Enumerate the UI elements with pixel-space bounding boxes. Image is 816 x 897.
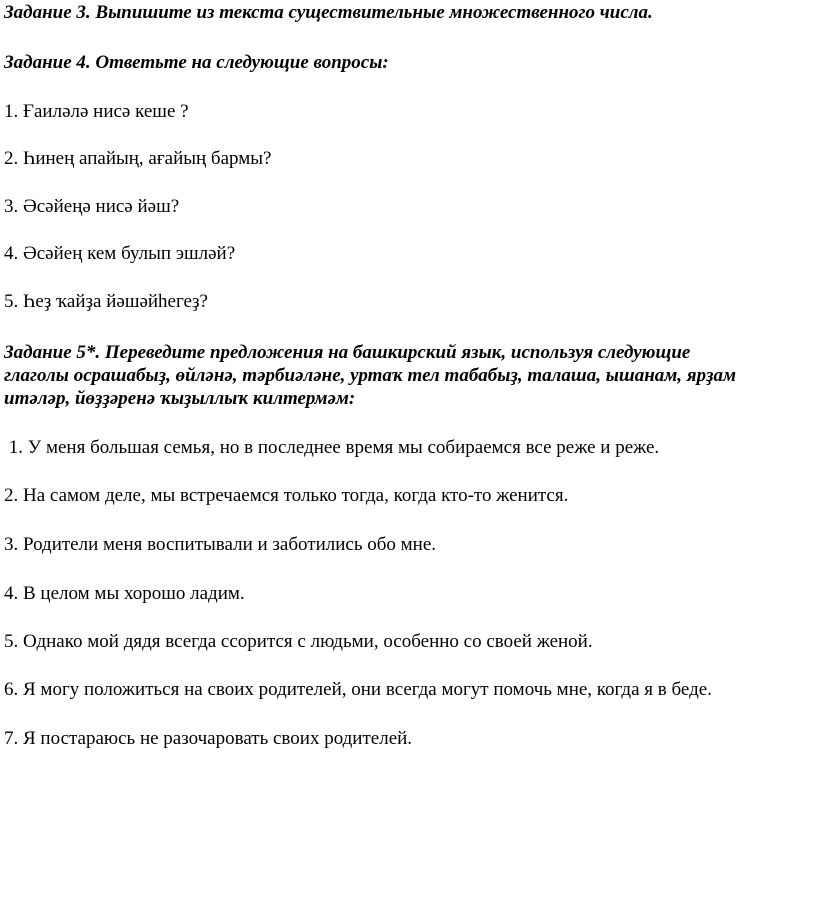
task5-title-line-2: глаголы осрашабыҙ, өйләнә, тәрбиәләне, уртаҡ тел табабыҙ, талаша, ышанам, ярҙам	[4, 365, 737, 386]
task5-sentence-2: 2. На самом деле, мы встречаемся только тогда, когда кто-то женится.	[4, 485, 569, 506]
task4-question-4: 4. Әсәйең кем булып эшләй?	[4, 243, 236, 264]
task5-title	[4, 341, 804, 410]
task5-sentence-5: 5. Однако мой дядя всегда ссорится с людьми, особенно со своей женой.	[4, 631, 593, 652]
task4-question-5: 5. Һеҙ ҡайҙа йәшәйһегеҙ?	[4, 291, 208, 312]
task4-question-3: 3. Әсәйеңә нисә йәш?	[4, 196, 180, 217]
task5-sentence-7: 7. Я постараюсь не разочаровать своих родителей.	[4, 728, 413, 749]
task5-sentence-6: 6. Я могу положиться на своих родителей, они всегда могут помочь мне, когда я в беде.	[4, 679, 712, 700]
task5-title-line-1: Задание 5*. Переведите предложения на башкирский язык, используя следующие	[4, 342, 691, 363]
task5-sentence-1: 1. У меня большая семья, но в последнее время мы собираемся все реже и реже.	[4, 437, 660, 458]
task5-sentence-4: 4. В целом мы хорошо ладим.	[4, 583, 245, 604]
task4-title: Задание 4. Ответьте на следующие вопросы:	[4, 52, 389, 73]
task4-question-2: 2. Һинең апайың, ағайың бармы?	[4, 148, 272, 169]
task4-question-1: 1. Ғаиләлә нисә кеше ?	[4, 101, 189, 122]
task5-title-line-3: итәләр, йөҙҙәренә ҡыҙыллыҡ килтермәм:	[4, 388, 356, 409]
task5-sentence-3: 3. Родители меня воспитывали и заботились обо мне.	[4, 534, 437, 555]
task3-title: Задание 3. Выпишите из текста существительные множественного числа.	[4, 2, 653, 23]
